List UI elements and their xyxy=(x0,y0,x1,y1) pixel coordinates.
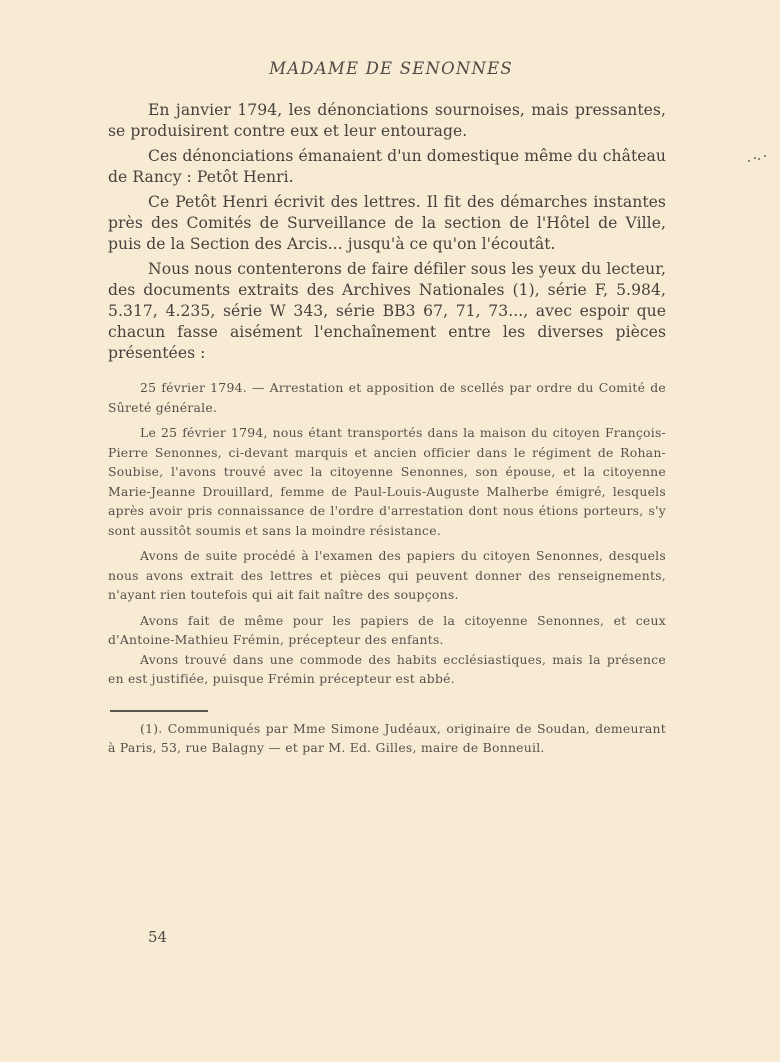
document-paragraph-4: Avons trouvé dans une commode des habits ecclésiastiques, mais la présence en est justifiée, puisque Frémin précepteur est abbé. xyxy=(108,651,666,686)
document-paragraph-2: Avons de suite procédé à l'examen des papiers du citoyen Senonnes, desquels nous avons extrait des lettres et pièces qui peuvent donner des renseignements, n'ayant rien toutefois qui ait fait naître des soupçons. xyxy=(108,548,666,602)
body-paragraph-4: Nous nous contenterons de faire défiler sous les yeux du lecteur, des documents extraits des Archives Nationales (1), série F, 5.984, 5.317, 4.235, série W 343, série BB3 67, 71, 73..., avec espoir que chacun fasse aisément l'enchaînement entre les diverses pièces présentées : xyxy=(108,260,666,362)
running-head: MADAME DE SENONNES xyxy=(269,59,513,78)
document-paragraph-1: Le 25 février 1794, nous étant transportés dans la maison du citoyen François-Pierre Senonnes, ci-devant marquis et ancien officier dans le régiment de Rohan-Soubise, l'avons trouvé avec la citoyenne Senonnes, son épouse, et la citoyenne Marie-Jeanne Drouillard, femme de Paul-Louis-Auguste Malherbe émigré, lesquels après avoir pris connaissance de l'ordre d'arrestation dont nous étions porteurs, s'y sont aussitôt soumis et sans la moindre résistance. xyxy=(108,425,666,538)
body-paragraph-1: En janvier 1794, les dénonciations sournoises, mais pressantes, se produisirent contre eux et leur entourage. xyxy=(108,101,666,140)
quoted-documents xyxy=(108,378,666,689)
document-paragraph-3: Avons fait de même pour les papiers de la citoyenne Senonnes, et ceux d'Antoine-Mathieu Frémin, précepteur des enfants. xyxy=(108,612,666,647)
body-paragraph-2: Ces dénonciations émanaient d'un domestique même du château de Rancy : Petôt Henri. xyxy=(108,147,666,186)
page-number: 54 xyxy=(148,928,168,946)
dust-speck-mark xyxy=(748,155,768,163)
book-page xyxy=(108,58,666,758)
footnote-divider xyxy=(110,710,208,712)
document-heading: 25 février 1794. — Arrestation et apposition de scellés par ordre du Comité de Sûreté générale. xyxy=(108,380,666,415)
footnote: (1). Communiqués par Mme Simone Judéaux, originaire de Soudan, demeurant à Paris, 53, rue Balagny — et par M. Ed. Gilles, maire de Bonneuil. xyxy=(108,720,666,755)
body-paragraph-3: Ce Petôt Henri écrivit des lettres. Il fit des démarches instantes près des Comités de Surveillance de la section de l'Hôtel de Ville, puis de la Section des Arcis... jusqu'à ce qu'on l'écoutât. xyxy=(108,193,666,253)
